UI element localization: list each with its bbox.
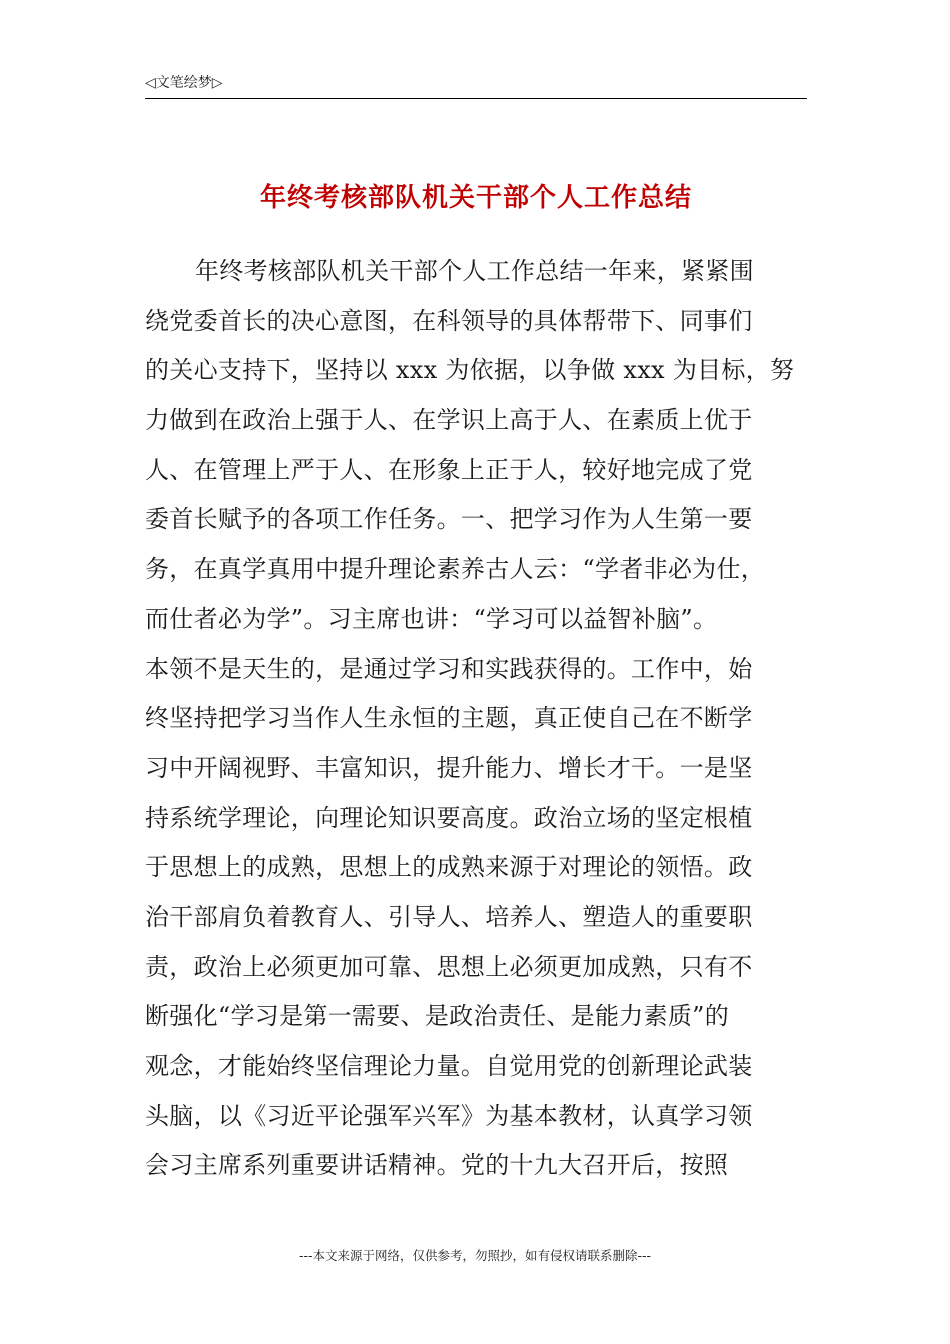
body-line: 于思想上的成熟，思想上的成熟来源于对理论的领悟。政 [145,853,753,882]
body-line: 终坚持把学习当作人生永恒的主题，真正使自己在不断学 [145,704,753,733]
body-line: 绕党委首长的决心意图，在科领导的具体帮带下、同事们 [145,306,753,335]
body-line: 人、在管理上严于人、在形象上正于人，较好地完成了党 [145,455,753,484]
body-line: 治干部肩负着教育人、引导人、培养人、塑造人的重要职 [145,902,753,931]
body-line: 习中开阔视野、丰富知识，提升能力、增长才干。一是坚 [145,753,753,782]
body-line: 头脑，以《习近平论强军兴军》为基本教材，认真学习领 [145,1101,753,1130]
body-line: 务，在真学真用中提升理论素养古人云：“学者非必为仕， [145,555,766,584]
body-line: 年终考核部队机关干部个人工作总结一年来，紧紧围 [195,257,754,285]
document-body [145,247,805,1191]
page-footer: ---本文来源于网络，仅供参考，勿照抄，如有侵权请联系删除--- [298,1248,652,1263]
body-line: 持系统学理论，向理论知识要高度。政治立场的坚定根植 [145,803,753,832]
page-header [145,72,807,99]
body-line: 本领不是天生的，是通过学习和实践获得的。工作中，始 [145,654,753,683]
body-line: 责，政治上必须更加可靠、思想上必须更加成熟，只有不 [145,952,753,981]
document-title: 年终考核部队机关干部个人工作总结 [259,183,692,213]
body-line: 的关心支持下，坚持以 xxx 为依据，以争做 xxx 为目标，努 [145,356,795,385]
header-label: ◁文笔绘梦▷ [145,75,223,91]
body-line: 而仕者必为学”。习主席也讲：“学习可以益智补脑”。 [145,604,718,633]
body-line: 委首长赋予的各项工作任务。一、把学习作为人生第一要 [145,505,753,534]
body-line: 力做到在政治上强于人、在学识上高于人、在素质上优于 [145,406,753,435]
body-line: 会习主席系列重要讲话精神。党的十九大召开后，按照 [145,1151,729,1180]
body-line: 观念，才能始终坚信理论力量。自觉用党的创新理论武装 [145,1052,753,1080]
body-line: 断强化“学习是第一需要、是政治责任、是能力素质”的 [145,1002,730,1031]
